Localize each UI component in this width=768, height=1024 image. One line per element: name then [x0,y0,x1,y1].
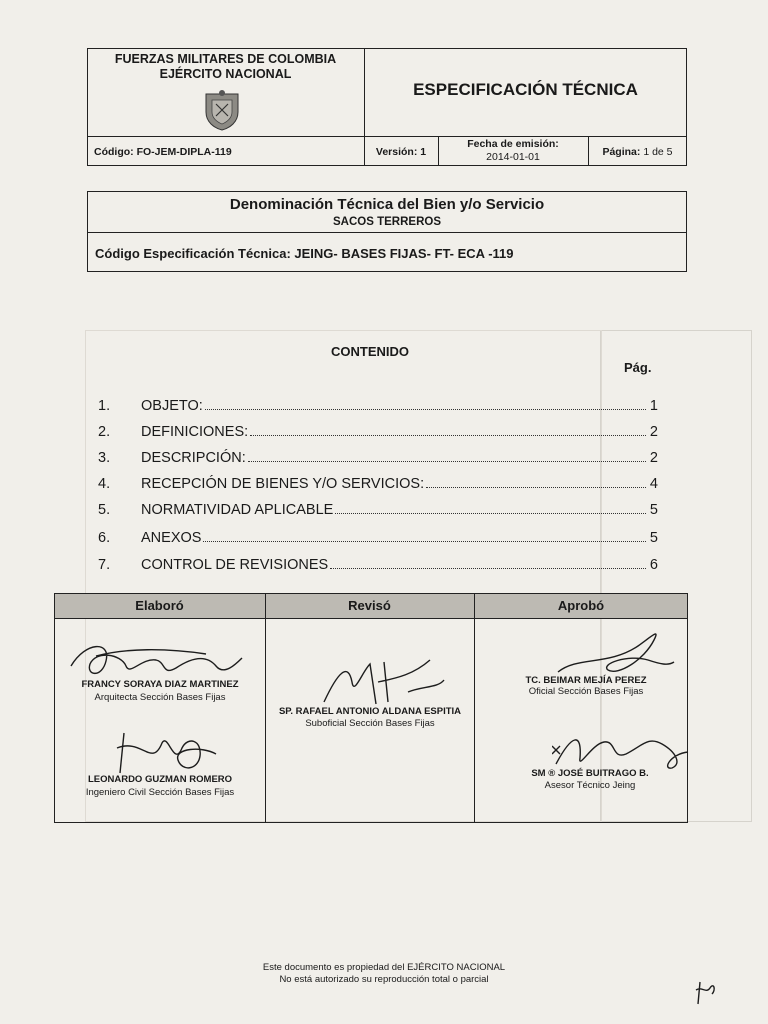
document-title: ESPECIFICACIÓN TÉCNICA [413,80,638,99]
signatures-col-divider [265,593,266,823]
toc-item [98,424,658,446]
toc-leader [426,487,646,488]
spec-code: Código Especificación Técnica: JEING- BASES FIJAS- FT- ECA -119 [95,246,514,261]
column-aprobo: Aprobó [557,598,605,613]
toc-label: NORMATIVIDAD APLICABLE [141,502,334,518]
toc-leader [205,409,646,410]
elaboro-1-name: FRANCY SORAYA DIAZ MARTINEZ [81,679,239,690]
toc-leader [330,568,646,569]
org-line-2: EJÉRCITO NACIONAL [159,67,292,81]
header-row-divider [87,136,687,137]
toc-leader [250,435,646,436]
denomination-heading: Denominación Técnica del Bien y/o Servicio [229,196,545,213]
toc-label: DESCRIPCIÓN: [141,450,246,466]
toc-leader [335,513,646,514]
column-elaboro: Elaboró [135,598,184,613]
toc-num: 6. [98,530,111,546]
elaboro-1-role: Arquitecta Sección Bases Fijas [94,692,226,703]
toc-label: DEFINICIONES: [141,424,249,440]
elaboro-2-role: Ingeniero Civil Sección Bases Fijas [85,787,235,798]
toc-num: 1. [98,398,111,414]
toc-item [98,530,658,552]
toc-item [98,502,658,524]
toc-num: 5. [98,502,111,518]
aprobo-1-name: TC. BEIMAR MEJÍA PEREZ [525,675,647,686]
footer-notice [184,962,584,986]
army-crest-icon [200,88,244,132]
reviso-name: SP. RAFAEL ANTONIO ALDANA ESPITIA [278,706,462,717]
aprobo-1-role: Oficial Sección Bases Fijas [528,686,644,697]
footer-line-1: Este documento es propiedad del EJÉRCITO NACIONAL [262,962,506,973]
footer-line-2: No está autorizado su reproducción total o parcial [279,974,489,985]
signature-guzman-icon [112,728,222,778]
issue-date-cell [438,138,588,164]
toc-leader [248,461,646,462]
column-reviso: Revisó [348,598,391,613]
toc-leader [203,541,646,542]
toc-num: 7. [98,557,111,573]
toc-item [98,557,658,579]
handwritten-mark-icon [692,976,720,1006]
toc-label: CONTROL DE REVISIONES [141,557,329,573]
aprobo-2-role: Asesor Técnico Jeing [544,780,636,791]
toc-page: 1 [649,398,658,414]
signature-aldana-icon [318,652,448,712]
org-line-1: FUERZAS MILITARES DE COLOMBIA [114,52,337,66]
toc-page: 5 [649,502,658,518]
toc-page: 2 [649,450,658,466]
elaboro-2-name: LEONARDO GUZMAN ROMERO [87,774,233,785]
toc-num: 3. [98,450,111,466]
signatures-header-divider [54,618,688,619]
organization-name [87,52,364,82]
reviso-role: Suboficial Sección Bases Fijas [305,718,435,729]
toc-page: 5 [649,530,658,546]
toc-num: 4. [98,476,111,492]
document-version: Versión: 1 [375,146,427,158]
toc-page: 6 [649,557,658,573]
signature-buitrago-icon [552,724,692,774]
item-name: SACOS TERREROS [333,216,441,228]
toc-num: 2. [98,424,111,440]
toc-label: OBJETO: [141,398,203,414]
page-value: 1 de 5 [643,146,673,158]
issue-date-value: 2014-01-01 [486,151,540,163]
toc-item [98,398,658,420]
page-label: Página: [602,146,641,158]
aprobo-2-name: SM ® JOSÉ BUITRAGO B. [531,768,649,779]
toc-item [98,450,658,472]
toc-page: 2 [649,424,658,440]
contents-page-header: Pág. [624,360,652,375]
toc-item [98,476,658,498]
toc-label: ANEXOS [141,530,202,546]
issue-date-label: Fecha de emisión: [467,138,559,150]
signatures-col-divider [474,593,475,823]
toc-page: 4 [649,476,658,492]
contents-title: CONTENIDO [331,344,409,359]
toc-label: RECEPCIÓN DE BIENES Y/O SERVICIOS: [141,476,425,492]
denomination-row-divider [87,232,687,233]
page-number-cell [588,146,687,158]
document-code: Código: FO-JEM-DIPLA-119 [94,146,232,158]
